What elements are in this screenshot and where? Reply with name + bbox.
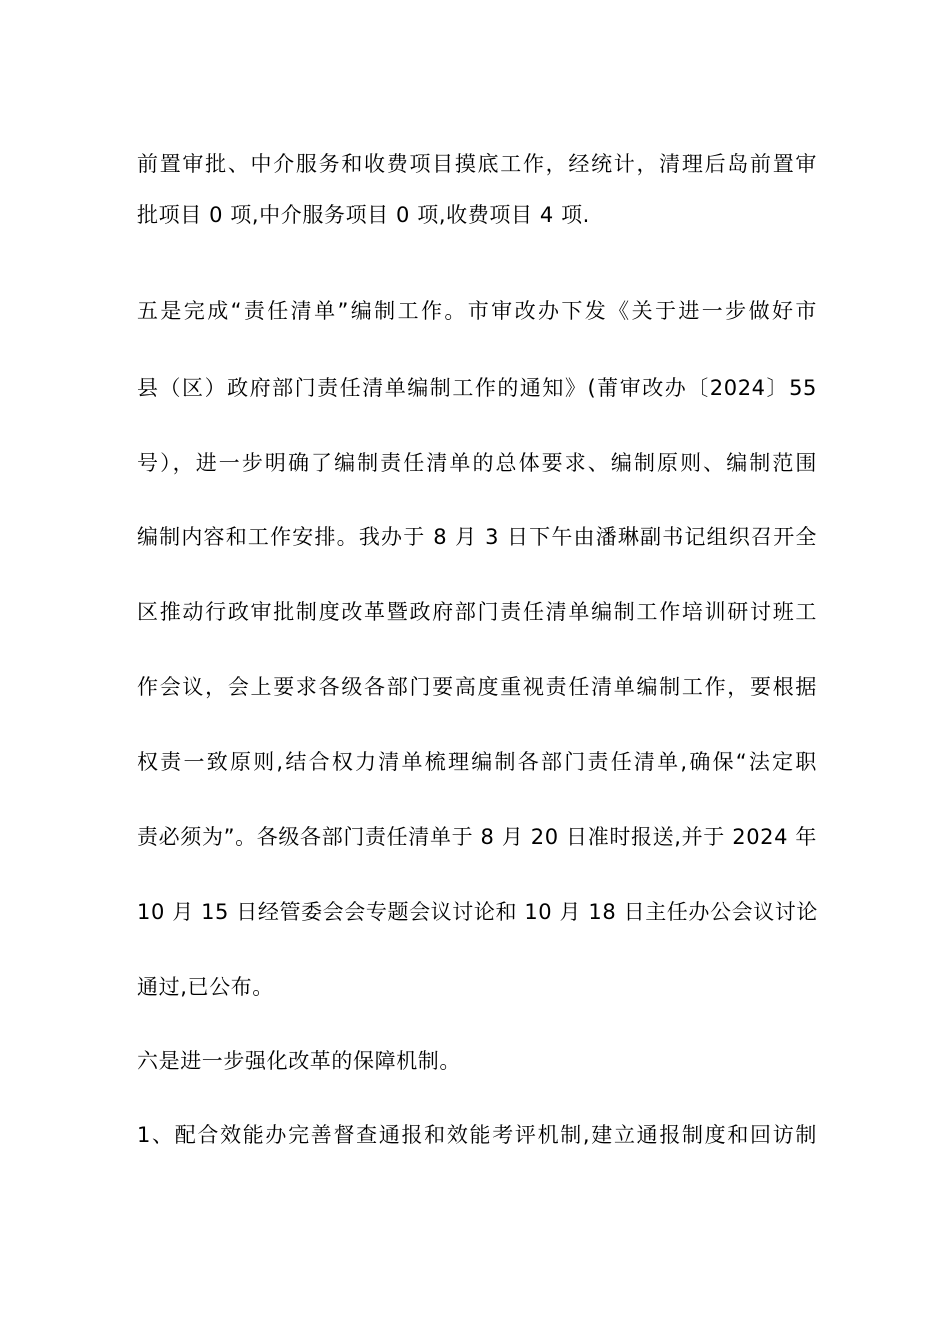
text-line: 号），进一步明确了编制责任清单的总体要求、编制原则、编制范围	[137, 451, 817, 475]
text-line: 权责一致原则,结合权力清单梳理编制各部门责任清单,确保“法定职	[137, 750, 817, 774]
text-line: 批项目 0 项,中介服务项目 0 项,收费项目 4 项.	[137, 203, 590, 227]
text-line: 编制内容和工作安排。我办于 8 月 3 日下午由潘琳副书记组织召开全	[137, 525, 817, 549]
text-line: 六是进一步强化改革的保障机制。	[137, 1049, 461, 1073]
text-line: 县（区）政府部门责任清单编制工作的通知》(莆审改办〔2024〕55	[137, 376, 817, 400]
text-line: 区推动行政审批制度改革暨政府部门责任清单编制工作培训研讨班工	[137, 600, 817, 624]
text-line: 责必须为”。各级各部门责任清单于 8 月 20 日准时报送,并于 2024 年	[137, 825, 817, 849]
text-line: 前置审批、中介服务和收费项目摸底工作，经统计，清理后岛前置审	[137, 152, 817, 176]
text-line: 1、配合效能办完善督查通报和效能考评机制,建立通报制度和回访制	[137, 1123, 817, 1147]
text-line: 作会议，会上要求各级各部门要高度重视责任清单编制工作，要根据	[137, 675, 817, 699]
text-line: 五是完成“责任清单”编制工作。市审改办下发《关于进一步做好市	[137, 299, 817, 323]
text-line: 10 月 15 日经管委会会专题会议讨论和 10 月 18 日主任办公会议讨论	[137, 900, 819, 924]
text-line: 通过,已公布。	[137, 975, 274, 999]
